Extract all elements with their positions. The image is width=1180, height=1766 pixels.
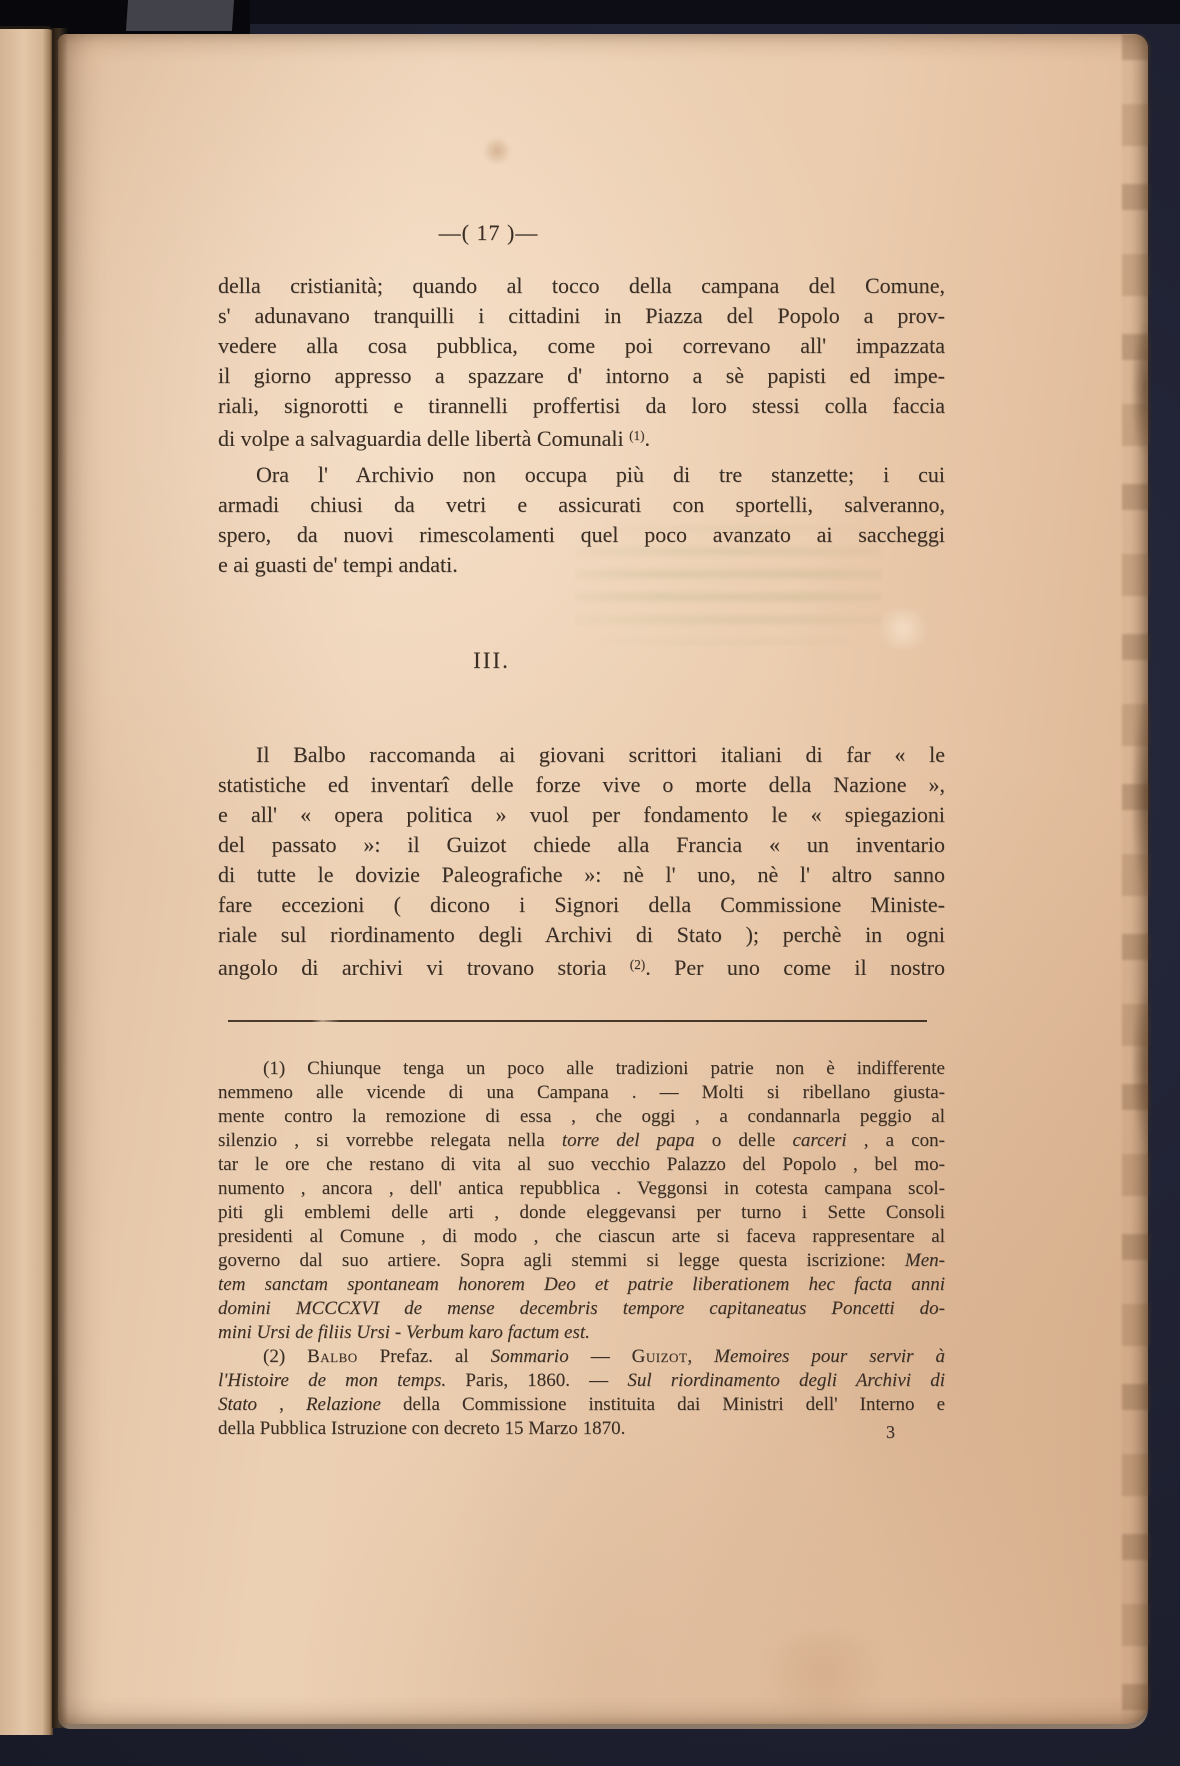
page-number-header: —( 17 )— [438,220,539,245]
body-paragraph-1: della cristianità; quando al tocco della campana del Comune, s' adunavano tranquilli i cittadini in Piazza del Popolo a prov- vedere alla cosa pubblica, come poi correvano all' impazzata il giorno appresso a spazzare d' intorno a sè papisti ed impe- riali, signorotti e tirannelli proffertisi da loro stessi colla faccia di volpe a salvaguardia delle libertà Comunali $^{(1)}$. [218,273,945,451]
book-page [58,34,1148,1724]
paper-stain [482,138,512,164]
footnote-1: (1) Chiunque tenga un poco alle tradizioni patrie non è indifferente nemmeno alle vicende di una Campana . — Molti si ribellano giusta- mente contro la remozione di essa , che oggi , a condannarla peggio al silenzio , si vorrebbe relegata nella torre del papa o delle carceri , a con- tar le ore che restano di vita al suo vecchio Palazzo del Popolo , bel mo- numento , ancora , dell' antica repubblica . Veggonsi in cotesta campana scol- piti gli emblemi delle arti , donde eleggevansi per turno i Sette Consoli presidenti al Comune , di modo , che ciascun arte si faceva rappresentare al governo dal suo artiere. Sopra agli stemmi si legge questa iscrizione: Men- tem sanctam spontaneam honorem Deo et patrie liberationem hec facta anni domini MCCCXVI de mense decembris tempore capitaneatus Poncetti do- mini Ursi de filiis Ursi - Verbum karo factum est. [218,1057,945,1343]
footnotes-block [218,1057,945,1441]
footnote-separator-rule [228,1020,927,1022]
scanner-glare [126,0,234,31]
gutter-shadow [52,28,68,1728]
paper-stain [748,1634,898,1714]
typeset-area [218,220,945,1441]
section-heading: III. [473,647,510,673]
footnote-2: (2) Balbo Prefaz. al Sommario — Guizot, Memoires pour servir à l'Histoire de mon temps. Paris, 1860. — Sul riordinamento degli Archivi di Stato , Relazione della Commissione instituita dai Ministri dell' Interno e della Pubblica Istruzione con decreto 15 Marzo 1870. [218,1345,946,1439]
previous-page-edge [0,26,53,1735]
body-paragraph-3: Il Balbo raccomanda ai giovani scrittori italiani di far « le statistiche ed inventarî delle forze vive o morte della Nazione », e all' « opera politica » vuol per fondamento le « spiegazioni del passato »: il Guizot chiede alla Francia « un inventario di tutte le dovizie Paleografiche »: nè l' uno, nè l' altro sanno fare eccezioni ( dicono i Signori della Commissione Ministe- riale sul riordinamento degli Archivi di Stato ); perchè in ogni angolo di archivi vi trovano storia $^{(2)}$. Per uno come il nostro [218,741,945,980]
gathering-signature: 3 [886,1422,895,1442]
worn-right-edge [1122,34,1150,1724]
body-paragraph-2: Ora l' Archivio non occupa più di tre stanzette; i cui armadi chiusi da vetri e assicurati con sportelli, salveranno, spero, da nuovi rimescolamenti quel poco avanzato ai saccheggi e ai guasti de' tempi andati. [218,461,945,577]
